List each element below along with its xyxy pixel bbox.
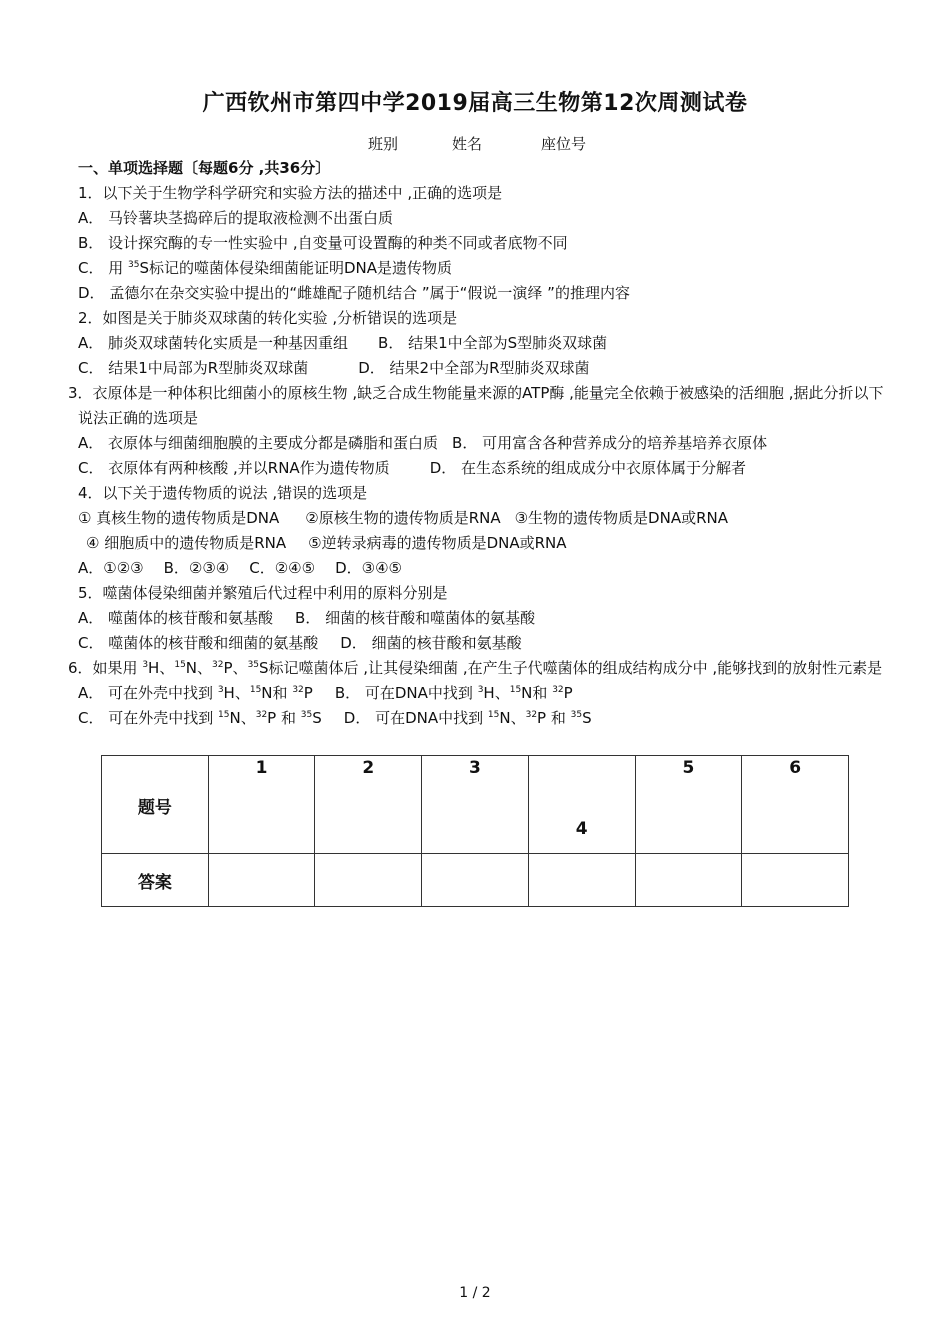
question-5-option-c: C． 噬菌体的核苷酸和细菌的氨基酸	[78, 634, 319, 652]
question-3-option-d: D． 在生态系统的组成成分中衣原体属于分解者	[429, 459, 747, 477]
question-4-option-a: A．①②③	[78, 559, 144, 577]
question-6-option-b: B． 可在DNA中找到 $^3$H、$^{15}$N和 $^{32}$P	[334, 684, 573, 702]
answer-cell[interactable]	[635, 854, 742, 907]
question-5-option-b: B． 细菌的核苷酸和噬菌体的氨基酸	[295, 609, 536, 627]
answer-cell[interactable]	[528, 854, 635, 907]
section-heading: 一、单项选择题〔每题6分 ,共36分〕	[78, 159, 331, 177]
question-1-option-d: D． 孟德尔在杂交实验中提出的“雌雄配子随机结合 ”属于“假说一演绎 ”的推理内容	[78, 284, 630, 302]
question-6-stem: 6．如果用 $^3$H、$^{15}$N、$^{32}$P、$^{35}$S标记噬菌体后 ,让其侵染细菌 ,在产生子代噬菌体的组成结构成分中 ,能够找到的放射性元素是	[68, 659, 883, 677]
question-number-cell: 2	[315, 756, 422, 854]
page-title: 广西钦州市第四中学2019届高三生物第12次周测试卷	[202, 91, 748, 116]
answer-cell[interactable]	[742, 854, 849, 907]
question-4-statements-2: ④ 细胞质中的遗传物质是RNA ⑤逆转录病毒的遗传物质是DNA或RNA	[86, 534, 567, 552]
question-number-cell: 3	[422, 756, 529, 854]
question-6-option-c: C． 可在外壳中找到 $^{15}$N、$^{32}$P 和 $^{35}$S	[78, 709, 322, 727]
question-2-option-d: D． 结果2中全部为R型肺炎双球菌	[358, 359, 590, 377]
question-3-stem: 3．衣原体是一种体积比细菌小的原核生物 ,缺乏合成生物能量来源的ATP酶 ,能量完全依赖于被感染的活细胞 ,据此分折以下说法正确的选项是	[68, 384, 884, 427]
question-4-option-c: C．②④⑤	[249, 559, 316, 577]
question-5-option-a: A． 噬菌体的核苷酸和氨基酸	[78, 609, 274, 627]
question-4-options	[68, 556, 888, 581]
class-label: 班别	[368, 135, 399, 153]
answer-table-header-row	[102, 756, 849, 854]
question-5-option-d: D． 细菌的核苷酸和氨基酸	[340, 634, 522, 652]
question-list	[68, 156, 888, 731]
answer-cell[interactable]	[208, 854, 315, 907]
answer-cell[interactable]	[422, 854, 529, 907]
question-number-cell: 4	[528, 756, 635, 854]
question-4-option-d: D．③④⑤	[335, 559, 402, 577]
question-4-stem: 4．以下关于遗传物质的说法 ,错误的选项是	[78, 484, 368, 502]
question-2-options-cd	[68, 356, 888, 381]
question-3-options-cd	[68, 456, 888, 481]
question-number-cell: 5	[635, 756, 742, 854]
answer-table-answer-row	[102, 854, 849, 907]
name-label: 姓名	[452, 135, 483, 153]
question-number-cell: 1	[208, 756, 315, 854]
question-5-options-ab	[68, 606, 888, 631]
question-5-stem: 5．噬菌体侵染细菌并繁殖后代过程中利用的原料分别是	[78, 584, 448, 602]
question-4-statements-1: ① 真核生物的遗传物质是DNA ②原核生物的遗传物质是RNA ③生物的遗传物质是DNA或RNA	[78, 509, 728, 527]
question-2-option-a: A． 肺炎双球菌转化实质是一种基因重组	[78, 334, 349, 352]
answer-table	[101, 755, 849, 907]
question-2-option-b: B． 结果1中全部为S型肺炎双球菌	[378, 334, 608, 352]
answer-cell[interactable]	[315, 854, 422, 907]
seat-label: 座位号	[541, 135, 587, 153]
question-2-stem: 2．如图是关于肺炎双球菌的转化实验 ,分析错误的选项是	[78, 309, 458, 327]
page-number: 1 / 2	[459, 1285, 491, 1301]
question-1-option-a: A． 马铃薯块茎捣碎后的提取液检测不出蛋白质	[78, 209, 394, 227]
question-number-cell: 6	[742, 756, 849, 854]
question-2-options-ab	[68, 331, 888, 356]
question-6-options-cd	[68, 706, 888, 731]
question-number-label: 题号	[102, 756, 209, 854]
question-3-option-b: B． 可用富含各种营养成分的培养基培养衣原体	[452, 434, 768, 452]
question-6-option-d: D． 可在DNA中找到 $^{15}$N、$^{32}$P 和 $^{35}$S	[343, 709, 592, 727]
question-6-options-ab	[68, 681, 888, 706]
question-2-option-c: C． 结果1中局部为R型肺炎双球菌	[78, 359, 309, 377]
question-1-option-b: B． 设计探究酶的专一性实验中 ,自变量可设置酶的种类不同或者底物不同	[78, 234, 568, 252]
question-4-option-b: B．②③④	[163, 559, 230, 577]
question-3-options-ab	[68, 431, 888, 456]
question-6-option-a: A． 可在外壳中找到 $^3$H、$^{15}$N和 $^{32}$P	[78, 684, 313, 702]
question-3-option-a: A． 衣原体与细菌细胞膜的主要成分都是磷脂和蛋白质	[78, 434, 439, 452]
question-5-options-cd	[68, 631, 888, 656]
question-3-option-c: C． 衣原体有两种核酸 ,并以RNA作为遗传物质	[78, 459, 390, 477]
question-1-option-c: C． 用 $^{35}$S标记的噬菌体侵染细菌能证明DNA是遗传物质	[78, 259, 453, 277]
answer-label: 答案	[102, 854, 209, 907]
question-1-stem: 1．以下关于生物学科学研究和实验方法的描述中 ,正确的选项是	[78, 184, 503, 202]
